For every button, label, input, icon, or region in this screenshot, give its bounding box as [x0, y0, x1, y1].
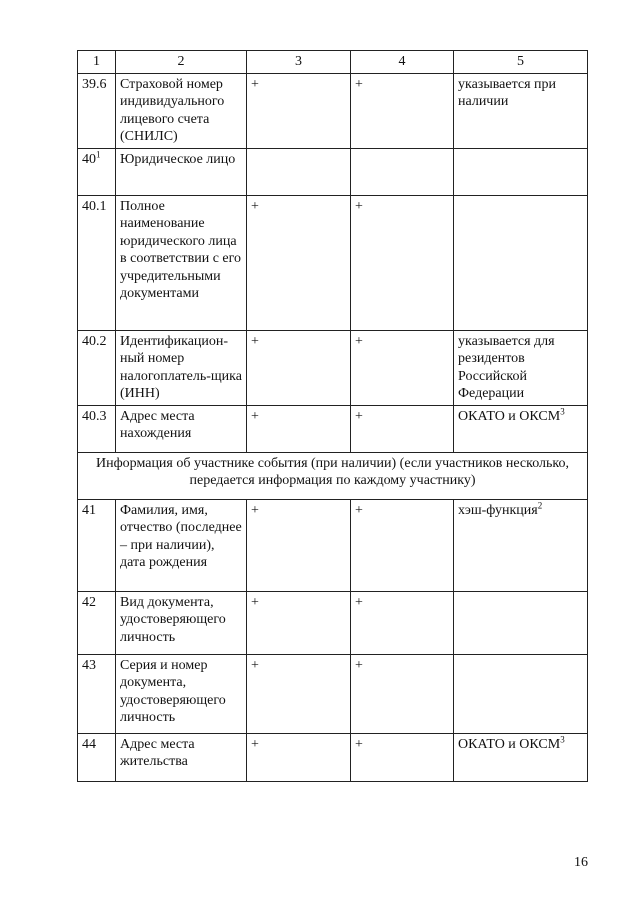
row-number: 43 — [78, 654, 116, 733]
row-col3: + — [247, 591, 351, 654]
table-row — [78, 73, 588, 148]
row-col5 — [454, 195, 588, 330]
footnote-mark: 3 — [560, 405, 565, 416]
row-number-text: 40 — [82, 151, 96, 167]
footnote-mark: 2 — [537, 499, 543, 510]
row-col3: + — [247, 73, 351, 148]
row-col3: + — [247, 733, 351, 781]
row-number: 40.3 — [78, 405, 116, 452]
row-name: Серия и номер документа, удостоверяющего личность — [116, 654, 247, 733]
row-col3: + — [247, 330, 351, 405]
data-table — [77, 50, 588, 782]
footnote-mark: 1 — [96, 148, 101, 159]
row-col5: указывается при наличии — [454, 73, 588, 148]
table-row — [78, 733, 588, 781]
row-number — [78, 148, 116, 195]
row-number: 39.6 — [78, 73, 116, 148]
row-col5-text: ОКАТО и ОКСМ — [458, 408, 561, 424]
row-col5 — [454, 733, 588, 781]
row-name: Полное наименование юридического лица в соответствии с его учредительными документами — [116, 195, 247, 330]
row-name: Фамилия, имя, отчество (последнее – при наличии), дата рождения — [116, 499, 247, 591]
row-number: 40.1 — [78, 195, 116, 330]
header-cell: 4 — [351, 51, 454, 74]
row-number: 40.2 — [78, 330, 116, 405]
row-col5 — [454, 654, 588, 733]
row-name: Юридическое лицо — [116, 148, 247, 195]
row-col3: + — [247, 654, 351, 733]
row-col5-text: ОКАТО и ОКСМ — [458, 736, 561, 752]
row-col5: указывается для резидентов Российской Федерации — [454, 330, 588, 405]
row-number: 42 — [78, 591, 116, 654]
row-col4: + — [351, 591, 454, 654]
table-row — [78, 405, 588, 452]
row-col3: + — [247, 195, 351, 330]
header-cell: 5 — [454, 51, 588, 74]
table-row — [78, 330, 588, 405]
row-col5 — [454, 148, 588, 195]
header-row — [78, 51, 588, 74]
header-cell: 1 — [78, 51, 116, 74]
row-col3: + — [247, 499, 351, 591]
row-col4: + — [351, 499, 454, 591]
row-col5 — [454, 591, 588, 654]
row-name: Вид документа, удостоверяющего личность — [116, 591, 247, 654]
page-number: 16 — [574, 855, 588, 870]
header-cell: 2 — [116, 51, 247, 74]
row-number: 41 — [78, 499, 116, 591]
row-col4: + — [351, 330, 454, 405]
row-name: Адрес места жительства — [116, 733, 247, 781]
row-col3: + — [247, 405, 351, 452]
row-name: Идентификацион-ный номер налогоплатель-щика (ИНН) — [116, 330, 247, 405]
section-heading: Информация об участнике события (при наличии) (если участников несколько, передается информация по каждому участнику) — [78, 452, 588, 499]
header-cell: 3 — [247, 51, 351, 74]
row-name: Адрес места нахождения — [116, 405, 247, 452]
row-col4: + — [351, 195, 454, 330]
table-row — [78, 591, 588, 654]
row-col4: + — [351, 654, 454, 733]
table-row — [78, 499, 588, 591]
table-row — [78, 195, 588, 330]
row-col4: + — [351, 405, 454, 452]
table-row — [78, 654, 588, 733]
row-col4: + — [351, 73, 454, 148]
row-col5 — [454, 405, 588, 452]
footnote-mark: 3 — [560, 733, 565, 744]
row-col5-text: хэш-функция — [458, 502, 538, 518]
section-row — [78, 452, 588, 499]
row-col4: + — [351, 733, 454, 781]
table-row — [78, 148, 588, 195]
row-number: 44 — [78, 733, 116, 781]
row-col5 — [454, 499, 588, 591]
row-name: Страховой номер индивидуального лицевого счета (СНИЛС) — [116, 73, 247, 148]
row-col4 — [351, 148, 454, 195]
row-col3 — [247, 148, 351, 195]
